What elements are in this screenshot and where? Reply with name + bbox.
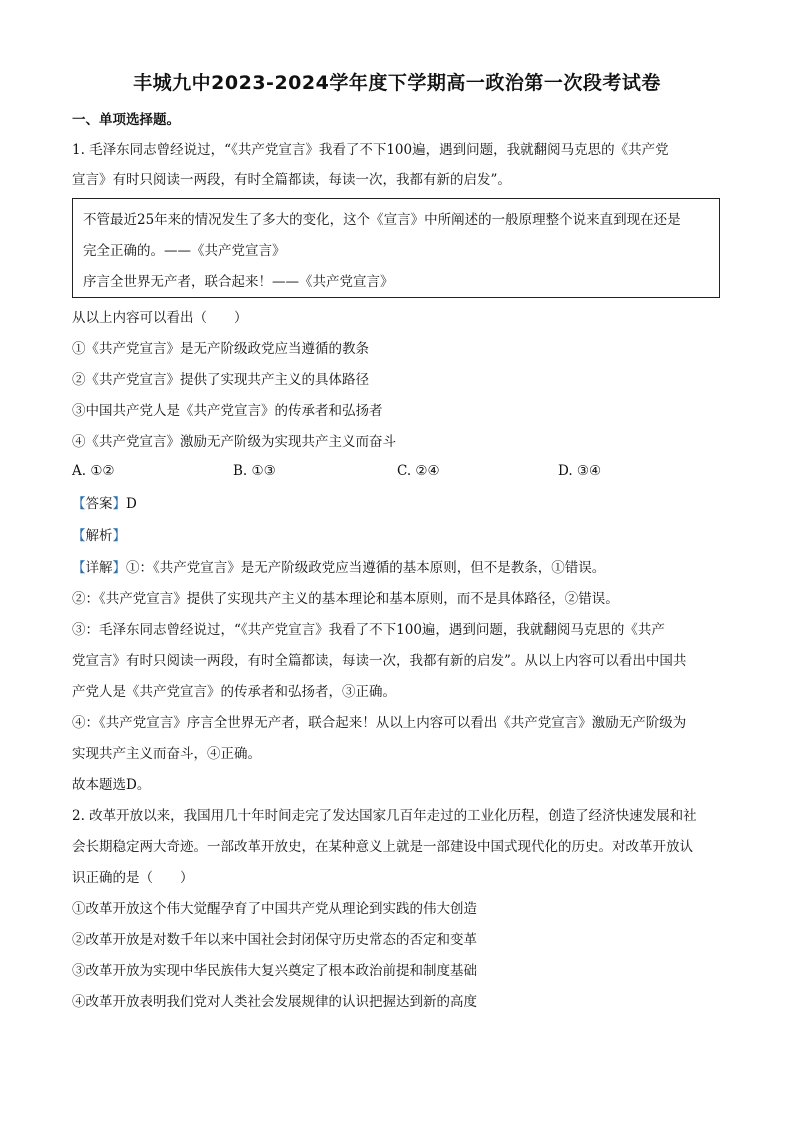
detail-tag: 【详解】 <box>72 560 126 576</box>
q2-item-1: ①改革开放这个伟大觉醒孕育了中国共产党从理论到实践的伟大创造 <box>72 901 477 917</box>
q1-detail-line-1: 【详解】①：《共产党宣言》是无产阶级政党应当遵循的基本原则，但不是教条，①错误。 <box>72 560 606 576</box>
q1-stem-line-1: 1. 毛泽东同志曾经说过，“《共产党宣言》我看了不下100遍，遇到问题，我就翻阅马克思的《共产党 <box>72 142 669 158</box>
q1-conclusion: 故本题选D。 <box>72 777 151 793</box>
q1-detail-line-7: 实现共产主义而奋斗，④正确。 <box>72 746 261 762</box>
q1-answer <box>72 494 724 514</box>
q1-detail-line-3: ③：毛泽东同志曾经说过，“《共产党宣言》我看了不下100遍，遇到问题，我就翻阅马克思的《共产 <box>72 622 665 638</box>
q1-quote-box <box>72 198 720 298</box>
analysis-tag: 【解析】 <box>72 528 126 544</box>
q2-item-3: ③改革开放为实现中华民族伟大复兴奠定了根本政治前提和制度基础 <box>72 963 477 979</box>
q1-quote-line-3: 序言全世界无产者，联合起来！——《共产党宣言》 <box>83 274 394 290</box>
q1-quote-line-2: 完全正确的。——《共产党宣言》 <box>83 243 286 259</box>
q1-analysis-heading <box>72 526 724 546</box>
q1-option-c: C. ②④ <box>397 463 440 479</box>
q1-prompt: 从以上内容可以看出（ ） <box>72 310 248 326</box>
q1-options <box>72 463 724 483</box>
page-title: 丰城九中2023-2024学年度下学期高一政治第一次段考试卷 <box>133 72 661 94</box>
q2-stem-line-3: 识正确的是（ ） <box>72 870 194 886</box>
q1-item-4: ④《共产党宣言》激励无产阶级为实现共产主义而奋斗 <box>72 434 396 450</box>
q1-detail-line-2: ②：《共产党宣言》提供了实现共产主义的基本理论和基本原则，而不是具体路径，②错误。 <box>72 591 619 607</box>
q1-item-3: ③中国共产党人是《共产党宣言》的传承者和弘扬者 <box>72 403 383 419</box>
answer-value: D <box>126 496 137 512</box>
q1-detail-line-5: 产党人是《共产党宣言》的传承者和弘扬者，③正确。 <box>72 684 396 700</box>
section-heading: 一、单项选择题。 <box>72 112 180 128</box>
q2-stem-line-1: 2. 改革开放以来，我国用几十年时间走完了发达国家几百年走过的工业化历程，创造了经济快速发展和社 <box>72 808 697 824</box>
q1-option-d: D. ③④ <box>558 463 602 479</box>
q1-stem-line-2: 宣言》有时只阅读一两段，有时全篇都读，每读一次，我都有新的启发”。 <box>72 172 511 188</box>
q1-option-b: B. ①③ <box>233 463 276 479</box>
q1-option-a: A. ①② <box>72 463 115 479</box>
answer-tag: 【答案】 <box>72 496 126 512</box>
q2-item-2: ②改革开放是对数千年以来中国社会封闭保守历史常态的否定和变革 <box>72 932 477 948</box>
q1-item-2: ②《共产党宣言》提供了实现共产主义的具体路径 <box>72 372 369 388</box>
q2-item-4: ④改革开放表明我们党对人类社会发展规律的认识把握达到新的高度 <box>72 994 477 1010</box>
q1-quote-line-1: 不管最近25年来的情况发生了多大的变化，这个《宣言》中所阐述的一般原理整个说来直到现在还是 <box>83 212 681 228</box>
q1-detail-line-4: 党宣言》有时只阅读一两段，有时全篇都读，每读一次，我都有新的启发”。从以上内容可以看出中国共 <box>72 653 687 669</box>
q2-stem-line-2: 会长期稳定两大奇迹。一部改革开放史，在某种意义上就是一部建设中国式现代化的历史。对改革开放认 <box>72 839 693 855</box>
q1-item-1: ①《共产党宣言》是无产阶级政党应当遵循的教条 <box>72 341 369 357</box>
q1-detail-line-6: ④：《共产党宣言》序言全世界无产者，联合起来！从以上内容可以看出《共产党宣言》激励无产阶级为 <box>72 715 687 731</box>
